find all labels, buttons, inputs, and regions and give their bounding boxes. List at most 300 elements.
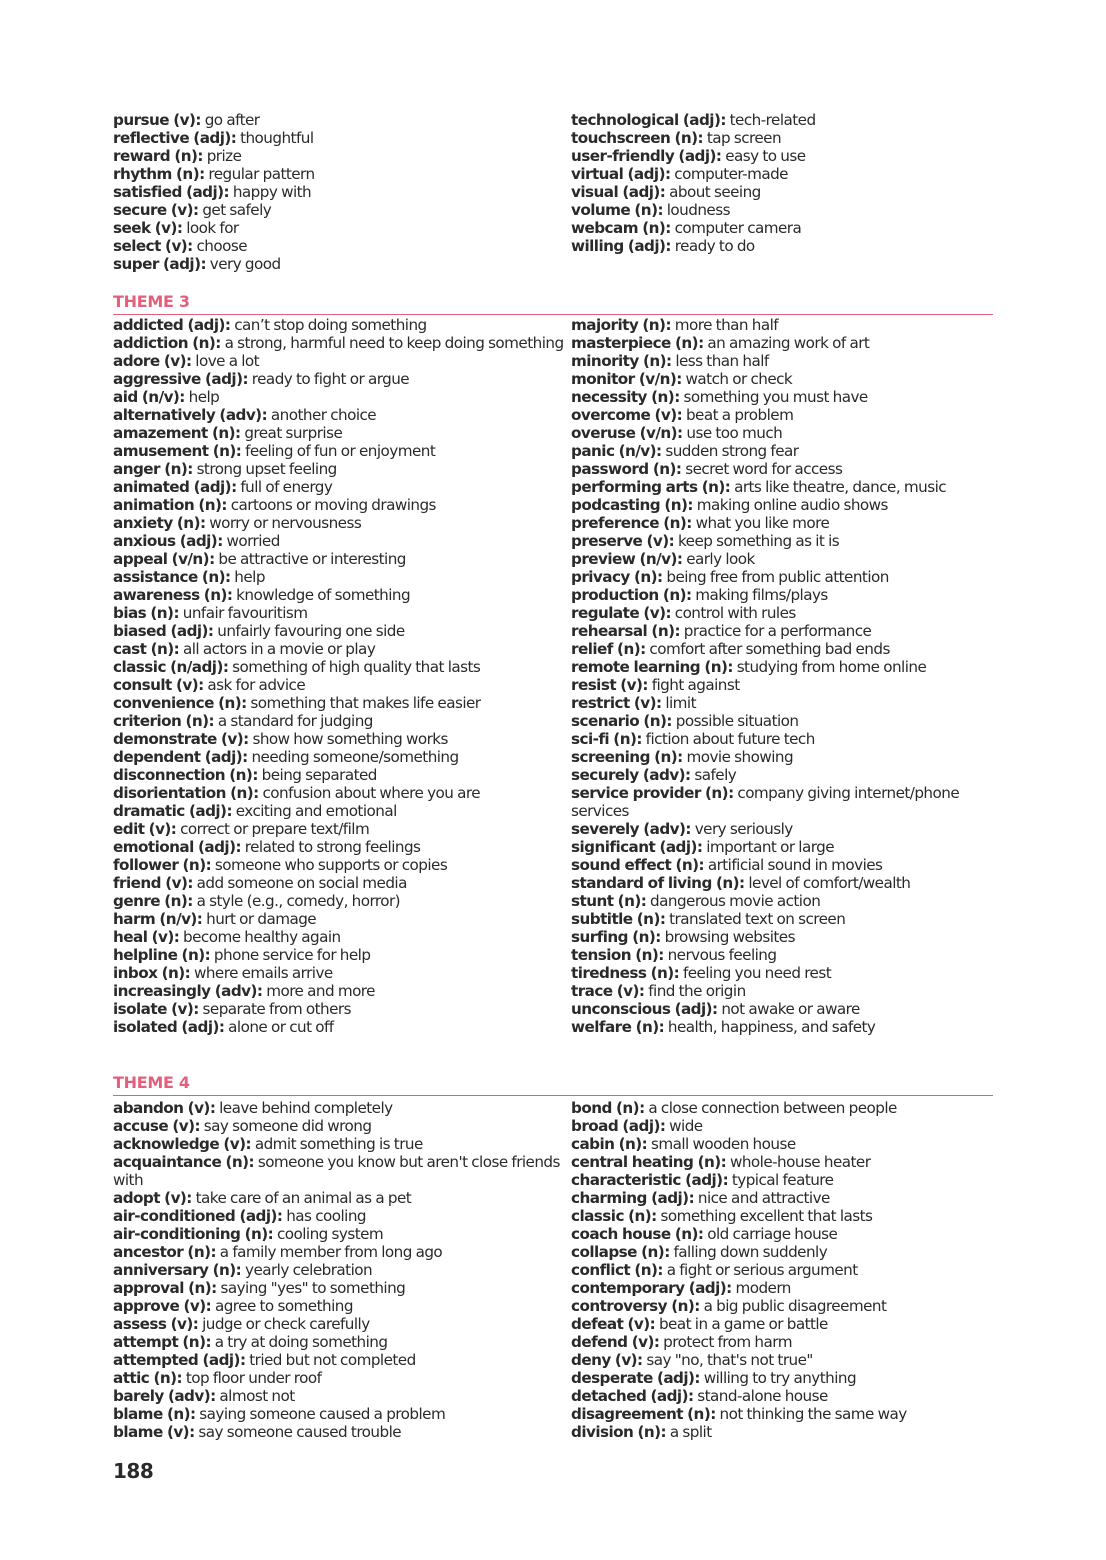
- glossary-term: podcasting (n):: [571, 496, 693, 514]
- glossary-definition: top floor under roof: [185, 1369, 322, 1387]
- glossary-definition: related to strong feelings: [244, 838, 421, 856]
- glossary-term: disorientation (n):: [113, 784, 259, 802]
- glossary-entry: [113, 1351, 571, 1369]
- glossary-entry: [113, 766, 571, 784]
- glossary-entry: [113, 334, 571, 352]
- glossary-entry: [571, 712, 993, 730]
- glossary-term: screening (n):: [571, 748, 683, 766]
- glossary-entry: [571, 856, 993, 874]
- glossary-term: preserve (v):: [571, 532, 675, 550]
- glossary-entry: [113, 730, 571, 748]
- glossary-entry: [113, 442, 571, 460]
- glossary-definition: a style (e.g., comedy, horror): [196, 892, 401, 910]
- glossary-entry: [113, 550, 571, 568]
- glossary-term: emotional (adj):: [113, 838, 241, 856]
- glossary-entry: [113, 370, 571, 388]
- glossary-definition: correct or prepare text/film: [180, 820, 370, 838]
- glossary-definition: early look: [686, 550, 755, 568]
- glossary-term: increasingly (adv):: [113, 982, 263, 1000]
- glossary-entry: [571, 982, 993, 1000]
- glossary-term: friend (v):: [113, 874, 193, 892]
- glossary-definition: a family member from long ago: [219, 1243, 443, 1261]
- glossary-term: anniversary (n):: [113, 1261, 242, 1279]
- glossary-entry: [113, 478, 571, 496]
- glossary-entry: [113, 586, 571, 604]
- glossary-term: classic (n):: [571, 1207, 657, 1225]
- glossary-definition: show how something works: [252, 730, 448, 748]
- glossary-term: charming (adj):: [571, 1189, 695, 1207]
- glossary-term: blame (n):: [113, 1405, 196, 1423]
- glossary-term: acquaintance (n):: [113, 1153, 255, 1171]
- glossary-entry: [571, 658, 993, 676]
- glossary-definition: nervous feeling: [667, 946, 777, 964]
- glossary-term: virtual (adj):: [571, 165, 671, 183]
- glossary-entry: [113, 1279, 571, 1297]
- glossary-definition: important or large: [706, 838, 835, 856]
- glossary-definition: full of energy: [240, 478, 333, 496]
- glossary-definition: company giving internet/phone services: [571, 784, 960, 820]
- glossary-definition: computer camera: [674, 219, 802, 237]
- glossary-term: panic (n/v):: [571, 442, 662, 460]
- glossary-entry: [571, 820, 993, 838]
- glossary-entry: [113, 165, 571, 183]
- glossary-term: adopt (v):: [113, 1189, 192, 1207]
- theme4-title: THEME 4: [113, 1073, 190, 1092]
- glossary-definition: unfair favouritism: [182, 604, 308, 622]
- glossary-entry: [571, 147, 993, 165]
- glossary-definition: cartoons or moving drawings: [230, 496, 436, 514]
- glossary-definition: comfort after something bad ends: [649, 640, 890, 658]
- glossary-term: securely (adv):: [571, 766, 691, 784]
- glossary-term: edit (v):: [113, 820, 177, 838]
- glossary-entry: [571, 1369, 993, 1387]
- glossary-term: reward (n):: [113, 147, 203, 165]
- glossary-definition: a fight or serious argument: [666, 1261, 858, 1279]
- glossary-definition: movie showing: [686, 748, 794, 766]
- glossary-definition: find the origin: [648, 982, 746, 1000]
- glossary-entry: [113, 201, 571, 219]
- glossary-entry: [571, 1351, 993, 1369]
- glossary-definition: stand-alone house: [697, 1387, 828, 1405]
- glossary-definition: making online audio shows: [696, 496, 888, 514]
- glossary-definition: very seriously: [694, 820, 793, 838]
- glossary-definition: falling down suddenly: [673, 1243, 828, 1261]
- glossary-definition: safely: [694, 766, 737, 784]
- glossary-term: cabin (n):: [571, 1135, 648, 1153]
- glossary-definition: limit: [665, 694, 696, 712]
- glossary-term: visual (adj):: [571, 183, 666, 201]
- glossary-entry: [113, 964, 571, 982]
- glossary-definition: whole-house heater: [729, 1153, 871, 1171]
- glossary-entry: [571, 1333, 993, 1351]
- glossary-definition: take care of an animal as a pet: [195, 1189, 412, 1207]
- glossary-column-left: [113, 111, 571, 273]
- glossary-definition: practice for a performance: [683, 622, 872, 640]
- glossary-definition: arts like theatre, dance, music: [734, 478, 947, 496]
- glossary-entry: [571, 604, 993, 622]
- glossary-definition: a standard for judging: [217, 712, 373, 730]
- glossary-entry: [113, 147, 571, 165]
- glossary-definition: get safely: [202, 201, 272, 219]
- glossary-term: webcam (n):: [571, 219, 671, 237]
- theme3-section: [113, 316, 993, 1036]
- glossary-entry: [113, 658, 571, 676]
- glossary-definition: go after: [204, 111, 260, 129]
- glossary-term: awareness (n):: [113, 586, 233, 604]
- glossary-entry: [571, 1099, 993, 1117]
- glossary-term: genre (n):: [113, 892, 193, 910]
- glossary-definition: browsing websites: [664, 928, 795, 946]
- glossary-definition: admit something is true: [254, 1135, 423, 1153]
- glossary-definition: be attractive or interesting: [218, 550, 406, 568]
- glossary-term: stunt (n):: [571, 892, 647, 910]
- glossary-entry: [113, 406, 571, 424]
- glossary-definition: being separated: [261, 766, 377, 784]
- glossary-entry: [113, 1315, 571, 1333]
- glossary-term: isolate (v):: [113, 1000, 199, 1018]
- glossary-definition: artificial sound in movies: [707, 856, 883, 874]
- glossary-term: remote learning (n):: [571, 658, 733, 676]
- glossary-term: amazement (n):: [113, 424, 241, 442]
- glossary-definition: can’t stop doing something: [234, 316, 427, 334]
- glossary-definition: feeling of fun or enjoyment: [245, 442, 436, 460]
- glossary-definition: ready to do: [674, 237, 755, 255]
- glossary-term: restrict (v):: [571, 694, 662, 712]
- glossary-entry: [571, 1117, 993, 1135]
- glossary-term: service provider (n):: [571, 784, 734, 802]
- glossary-entry: [113, 604, 571, 622]
- glossary-term: minority (n):: [571, 352, 672, 370]
- glossary-column-right: [571, 316, 993, 1036]
- glossary-entry: [113, 568, 571, 586]
- glossary-entry: [113, 1333, 571, 1351]
- glossary-term: air-conditioning (n):: [113, 1225, 274, 1243]
- glossary-term: approve (v):: [113, 1297, 212, 1315]
- glossary-entry: [113, 237, 571, 255]
- glossary-definition: cooling system: [276, 1225, 384, 1243]
- glossary-entry: [571, 460, 993, 478]
- glossary-entry: [571, 892, 993, 910]
- glossary-definition: keep something as it is: [677, 532, 840, 550]
- glossary-term: rhythm (n):: [113, 165, 205, 183]
- glossary-definition: old carriage house: [707, 1225, 838, 1243]
- glossary-definition: exciting and emotional: [235, 802, 397, 820]
- glossary-definition: needing someone/something: [251, 748, 459, 766]
- glossary-definition: judge or check carefully: [202, 1315, 370, 1333]
- glossary-term: regulate (v):: [571, 604, 671, 622]
- glossary-term: rehearsal (n):: [571, 622, 680, 640]
- glossary-entry: [571, 219, 993, 237]
- glossary-term: barely (adv):: [113, 1387, 216, 1405]
- glossary-entry: [113, 388, 571, 406]
- glossary-definition: great surprise: [244, 424, 343, 442]
- glossary-definition: another choice: [270, 406, 377, 424]
- glossary-term: preview (n/v):: [571, 550, 683, 568]
- glossary-term: defeat (v):: [571, 1315, 656, 1333]
- glossary-term: disconnection (n):: [113, 766, 258, 784]
- glossary-entry: [113, 820, 571, 838]
- glossary-term: trace (v):: [571, 982, 645, 1000]
- glossary-entry: [571, 874, 993, 892]
- glossary-term: select (v):: [113, 237, 193, 255]
- glossary-entry: [113, 129, 571, 147]
- glossary-entry: [113, 460, 571, 478]
- glossary-term: heal (v):: [113, 928, 180, 946]
- glossary-term: overcome (v):: [571, 406, 683, 424]
- glossary-term: secure (v):: [113, 201, 199, 219]
- glossary-entry: [571, 1243, 993, 1261]
- glossary-term: blame (v):: [113, 1423, 195, 1441]
- glossary-definition: a strong, harmful need to keep doing something: [224, 334, 564, 352]
- glossary-column-left: [113, 316, 571, 1036]
- glossary-term: majority (n):: [571, 316, 671, 334]
- glossary-entry: [113, 838, 571, 856]
- glossary-column-right: [571, 1099, 993, 1441]
- glossary-entry: [113, 1261, 571, 1279]
- glossary-definition: knowledge of something: [236, 586, 411, 604]
- glossary-entry: [571, 1018, 993, 1036]
- glossary-entry: [571, 424, 993, 442]
- glossary-entry: [571, 478, 993, 496]
- glossary-definition: easy to use: [725, 147, 806, 165]
- theme4-heading: [113, 1074, 993, 1096]
- glossary-term: alternatively (adv):: [113, 406, 268, 424]
- glossary-term: sci-fi (n):: [571, 730, 642, 748]
- glossary-entry: [571, 640, 993, 658]
- glossary-definition: something you must have: [683, 388, 868, 406]
- glossary-definition: something excellent that lasts: [660, 1207, 873, 1225]
- glossary-entry: [113, 1387, 571, 1405]
- glossary-definition: saying someone caused a problem: [199, 1405, 446, 1423]
- glossary-entry: [571, 568, 993, 586]
- glossary-entry: [571, 676, 993, 694]
- glossary-entry: [113, 1117, 571, 1135]
- glossary-definition: less than half: [675, 352, 769, 370]
- glossary-entry: [571, 784, 993, 820]
- glossary-term: deny (v):: [571, 1351, 643, 1369]
- glossary-entry: [113, 874, 571, 892]
- glossary-definition: fight against: [651, 676, 740, 694]
- glossary-term: appeal (v/n):: [113, 550, 215, 568]
- glossary-term: biased (adj):: [113, 622, 214, 640]
- glossary-term: anxiety (n):: [113, 514, 206, 532]
- glossary-entry: [113, 784, 571, 802]
- glossary-entry: [571, 165, 993, 183]
- glossary-definition: not awake or aware: [721, 1000, 860, 1018]
- glossary-term: relief (n):: [571, 640, 646, 658]
- glossary-term: accuse (v):: [113, 1117, 201, 1135]
- glossary-term: defend (v):: [571, 1333, 660, 1351]
- glossary-term: surfing (n):: [571, 928, 661, 946]
- glossary-definition: add someone on social media: [196, 874, 407, 892]
- glossary-term: subtitle (n):: [571, 910, 666, 928]
- glossary-definition: small wooden house: [650, 1135, 796, 1153]
- glossary-entry: [113, 748, 571, 766]
- glossary-term: attempt (n):: [113, 1333, 211, 1351]
- glossary-definition: hurt or damage: [206, 910, 317, 928]
- glossary-term: consult (v):: [113, 676, 204, 694]
- glossary-entry: [113, 622, 571, 640]
- glossary-entry: [571, 622, 993, 640]
- glossary-definition: fiction about future tech: [645, 730, 815, 748]
- glossary-entry: [113, 255, 571, 273]
- glossary-term: harm (n/v):: [113, 910, 203, 928]
- glossary-term: reflective (adj):: [113, 129, 237, 147]
- glossary-entry: [571, 964, 993, 982]
- glossary-term: super (adj):: [113, 255, 206, 273]
- glossary-definition: say someone did wrong: [203, 1117, 372, 1135]
- glossary-term: scenario (n):: [571, 712, 672, 730]
- glossary-entry: [113, 892, 571, 910]
- glossary-definition: worried: [226, 532, 280, 550]
- glossary-term: user-friendly (adj):: [571, 147, 722, 165]
- glossary-term: privacy (n):: [571, 568, 663, 586]
- glossary-term: seek (v):: [113, 219, 183, 237]
- glossary-entry: [113, 496, 571, 514]
- glossary-entry: [571, 1387, 993, 1405]
- glossary-entry: [113, 1423, 571, 1441]
- glossary-term: necessity (n):: [571, 388, 680, 406]
- glossary-definition: dangerous movie action: [650, 892, 821, 910]
- glossary-term: monitor (v/n):: [571, 370, 682, 388]
- glossary-term: tension (n):: [571, 946, 664, 964]
- glossary-definition: possible situation: [675, 712, 799, 730]
- glossary-entry: [571, 694, 993, 712]
- glossary-entry: [571, 316, 993, 334]
- glossary-term: demonstrate (v):: [113, 730, 249, 748]
- glossary-entry: [113, 1018, 571, 1036]
- glossary-definition: say "no, that's not true": [646, 1351, 813, 1369]
- glossary-term: severely (adv):: [571, 820, 691, 838]
- glossary-entry: [571, 442, 993, 460]
- glossary-entry: [571, 334, 993, 352]
- glossary-term: unconscious (adj):: [571, 1000, 718, 1018]
- glossary-entry: [571, 1171, 993, 1189]
- glossary-definition: tried but not completed: [249, 1351, 416, 1369]
- glossary-entry: [571, 406, 993, 424]
- glossary-entry: [571, 370, 993, 388]
- glossary-term: touchscreen (n):: [571, 129, 704, 147]
- glossary-term: helpline (n):: [113, 946, 211, 964]
- glossary-term: overuse (v/n):: [571, 424, 683, 442]
- glossary-term: attempted (adj):: [113, 1351, 246, 1369]
- glossary-term: follower (n):: [113, 856, 212, 874]
- glossary-entry: [571, 730, 993, 748]
- glossary-definition: where emails arrive: [193, 964, 333, 982]
- glossary-definition: yearly celebration: [245, 1261, 373, 1279]
- glossary-term: acknowledge (v):: [113, 1135, 252, 1153]
- glossary-entry: [571, 514, 993, 532]
- glossary-entry: [571, 946, 993, 964]
- glossary-term: assistance (n):: [113, 568, 231, 586]
- glossary-term: sound effect (n):: [571, 856, 705, 874]
- glossary-term: inbox (n):: [113, 964, 191, 982]
- glossary-definition: more and more: [266, 982, 375, 1000]
- glossary-entry: [113, 1369, 571, 1387]
- glossary-term: animated (adj):: [113, 478, 237, 496]
- glossary-definition: help: [188, 388, 220, 406]
- glossary-entry: [571, 1153, 993, 1171]
- glossary-definition: something that makes life easier: [250, 694, 481, 712]
- glossary-entry: [571, 183, 993, 201]
- glossary-term: cast (n):: [113, 640, 180, 658]
- glossary-term: adore (v):: [113, 352, 192, 370]
- glossary-entry: [113, 1000, 571, 1018]
- glossary-term: performing arts (n):: [571, 478, 731, 496]
- glossary-definition: nice and attractive: [697, 1189, 830, 1207]
- glossary-term: addicted (adj):: [113, 316, 231, 334]
- glossary-definition: studying from home online: [736, 658, 927, 676]
- glossary-entry: [113, 946, 571, 964]
- glossary-definition: leave behind completely: [219, 1099, 393, 1117]
- glossary-definition: a try at doing something: [214, 1333, 388, 1351]
- glossary-definition: strong upset feeling: [196, 460, 337, 478]
- glossary-column-right: [571, 111, 993, 273]
- glossary-definition: prize: [206, 147, 242, 165]
- glossary-entry: [113, 111, 571, 129]
- glossary-term: aggressive (adj):: [113, 370, 248, 388]
- glossary-definition: phone service for help: [213, 946, 371, 964]
- glossary-definition: has cooling: [286, 1207, 366, 1225]
- glossary-definition: saying "yes" to something: [220, 1279, 406, 1297]
- glossary-term: volume (n):: [571, 201, 663, 219]
- glossary-definition: ready to fight or argue: [251, 370, 410, 388]
- glossary-term: standard of living (n):: [571, 874, 745, 892]
- glossary-definition: happy with: [232, 183, 312, 201]
- glossary-term: detached (adj):: [571, 1387, 694, 1405]
- glossary-entry: [113, 694, 571, 712]
- glossary-entry: [113, 1297, 571, 1315]
- page-number: 188: [113, 1459, 154, 1483]
- glossary-definition: use too much: [686, 424, 783, 442]
- theme3-heading: [113, 293, 993, 315]
- glossary-definition: protect from harm: [663, 1333, 792, 1351]
- glossary-definition: agree to something: [214, 1297, 353, 1315]
- glossary-definition: unfairly favouring one side: [217, 622, 405, 640]
- glossary-definition: typical feature: [731, 1171, 834, 1189]
- glossary-term: willing (adj):: [571, 237, 671, 255]
- glossary-entry: [113, 712, 571, 730]
- glossary-term: significant (adj):: [571, 838, 703, 856]
- glossary-entry: [113, 1135, 571, 1153]
- glossary-term: attic (n):: [113, 1369, 183, 1387]
- glossary-entry: [113, 928, 571, 946]
- glossary-definition: help: [234, 568, 265, 586]
- glossary-term: collapse (n):: [571, 1243, 670, 1261]
- glossary-entry: [113, 514, 571, 532]
- glossary-term: aid (n/v):: [113, 388, 185, 406]
- glossary-definition: thoughtful: [240, 129, 314, 147]
- glossary-term: broad (adj):: [571, 1117, 666, 1135]
- glossary-term: preference (n):: [571, 514, 692, 532]
- glossary-term: resist (v):: [571, 676, 648, 694]
- glossary-entry: [571, 1135, 993, 1153]
- glossary-definition: say someone caused trouble: [198, 1423, 402, 1441]
- glossary-term: contemporary (adj):: [571, 1279, 732, 1297]
- glossary-term: welfare (n):: [571, 1018, 665, 1036]
- glossary-term: tiredness (n):: [571, 964, 680, 982]
- glossary-term: abandon (v):: [113, 1099, 216, 1117]
- glossary-entry: [113, 316, 571, 334]
- glossary-definition: choose: [196, 237, 248, 255]
- glossary-entry: [571, 201, 993, 219]
- glossary-definition: tech-related: [729, 111, 816, 129]
- glossary-definition: alone or cut off: [228, 1018, 334, 1036]
- glossary-term: satisfied (adj):: [113, 183, 230, 201]
- glossary-definition: an amazing work of art: [707, 334, 870, 352]
- glossary-definition: watch or check: [685, 370, 793, 388]
- glossary-definition: beat a problem: [685, 406, 794, 424]
